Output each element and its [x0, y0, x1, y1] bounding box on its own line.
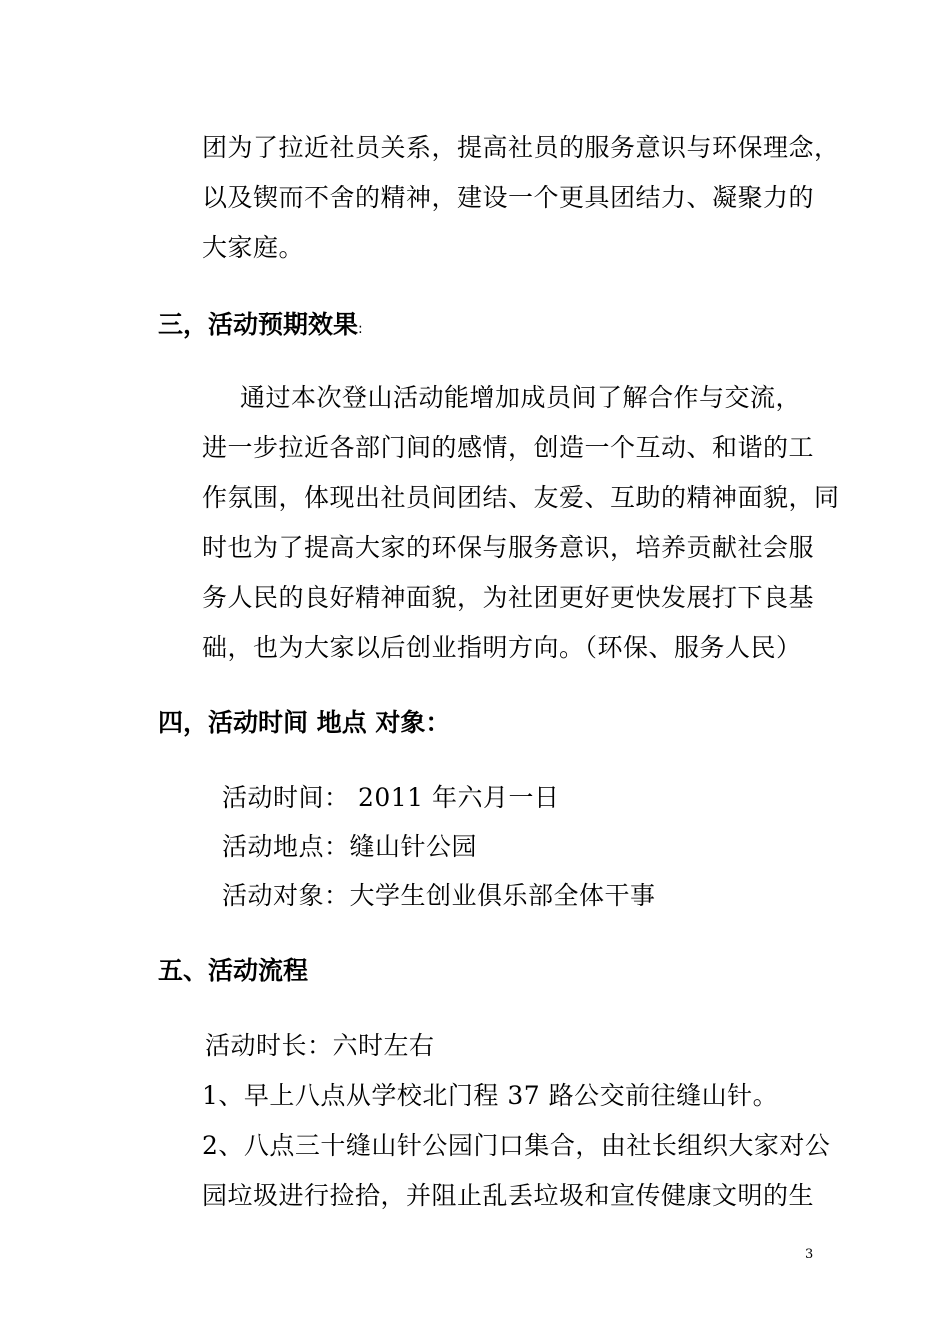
section-3-line-6: 础，也为大家以后创业指明方向。（环保、服务人民） [202, 633, 802, 662]
section-3-heading [158, 310, 363, 344]
activity-time: 活动时间： 2011 年六月一日 [222, 783, 560, 812]
intro-line-1: 团为了拉近社员关系，提高社员的服务意识与环保理念， [202, 133, 840, 162]
intro-line-2: 以及锲而不舍的精神，建设一个更具团结力、凝聚力的 [202, 183, 815, 212]
section-3-colon: : [358, 321, 363, 337]
intro-line-3: 大家庭。 [202, 233, 305, 262]
flow-step-2-line-1: 2、八点三十缝山针公园门口集合，由社长组织大家对公 [202, 1131, 831, 1160]
activity-participants: 活动对象：大学生创业俱乐部全体干事 [222, 881, 656, 910]
section-3-title: 三，活动预期效果 [158, 310, 359, 339]
section-3-line-3: 作氛围，体现出社员间团结、友爱、互助的精神面貌，同 [202, 483, 840, 512]
section-3-line-1: 通过本次登山活动能增加成员间了解合作与交流， [240, 383, 802, 412]
section-3-line-5: 务人民的良好精神面貌，为社团更好更快发展打下良基 [202, 583, 815, 612]
section-4-heading: 四，活动时间 地点 对象： [158, 708, 451, 737]
section-3-line-2: 进一步拉近各部门间的感情，创造一个互动、和谐的工 [202, 433, 815, 462]
activity-location: 活动地点：缝山针公园 [222, 832, 478, 861]
flow-step-1: 1、早上八点从学校北门程 37 路公交前往缝山针。 [202, 1081, 779, 1110]
section-5-heading: 五、活动流程 [158, 956, 309, 985]
section-3-line-4: 时也为了提高大家的环保与服务意识，培养贡献社会服 [202, 533, 815, 562]
flow-step-2-line-2: 园垃圾进行捡拾，并阻止乱丢垃圾和宣传健康文明的生 [202, 1181, 815, 1210]
page-number: 3 [805, 1247, 814, 1262]
activity-duration: 活动时长：六时左右 [205, 1031, 435, 1060]
